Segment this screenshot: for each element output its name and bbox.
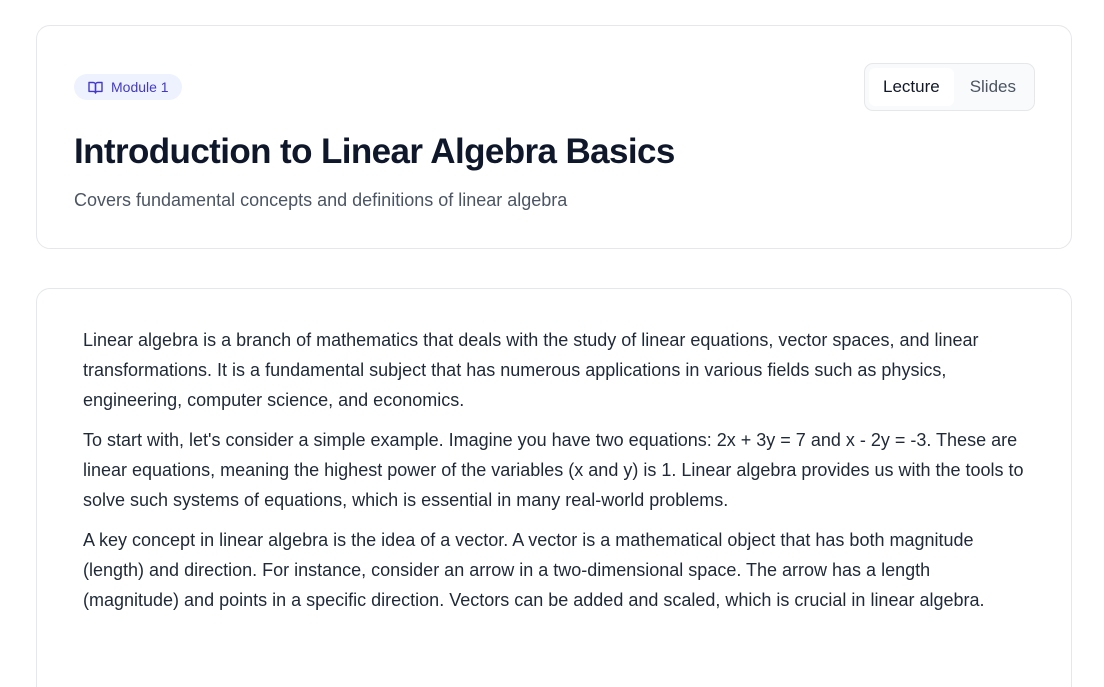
book-open-icon: [88, 81, 103, 94]
module-badge-label: Module 1: [111, 79, 169, 95]
lecture-content-card: [36, 288, 1072, 687]
module-badge: [74, 74, 182, 100]
tab-slides[interactable]: Slides: [969, 77, 1016, 96]
module-header-card: [36, 25, 1072, 249]
lecture-paragraph: Linear algebra is a branch of mathematics that deals with the study of linear equations, vector spaces, and linear transformations. It is a fundamental subject that has numerous applications in various fields such as physics, engineering, computer science, and economics.: [83, 330, 979, 410]
lecture-paragraph: To start with, let's consider a simple example. Imagine you have two equations: 2x + 3y = 7 and x - 2y = -3. These are linear equations, meaning the highest power of the variables (x and y) is 1. Linear algebra provides us with the tools to solve such systems of equations, which is essential in many real-world problems.: [83, 430, 1024, 510]
page-subtitle: Covers fundamental concepts and definitions of linear algebra: [74, 190, 568, 210]
lecture-paragraph: A key concept in linear algebra is the idea of a vector. A vector is a mathematical object that has both magnitude (length) and direction. For instance, consider an arrow in a two-dimensional space. The arrow has a length (magnitude) and points in a specific direction. Vectors can be added and scaled, which is crucial in linear algebra.: [83, 530, 985, 610]
view-toggle: [864, 63, 1035, 111]
tab-lecture[interactable]: Lecture: [869, 68, 954, 106]
page-title: Introduction to Linear Algebra Basics: [74, 132, 675, 171]
